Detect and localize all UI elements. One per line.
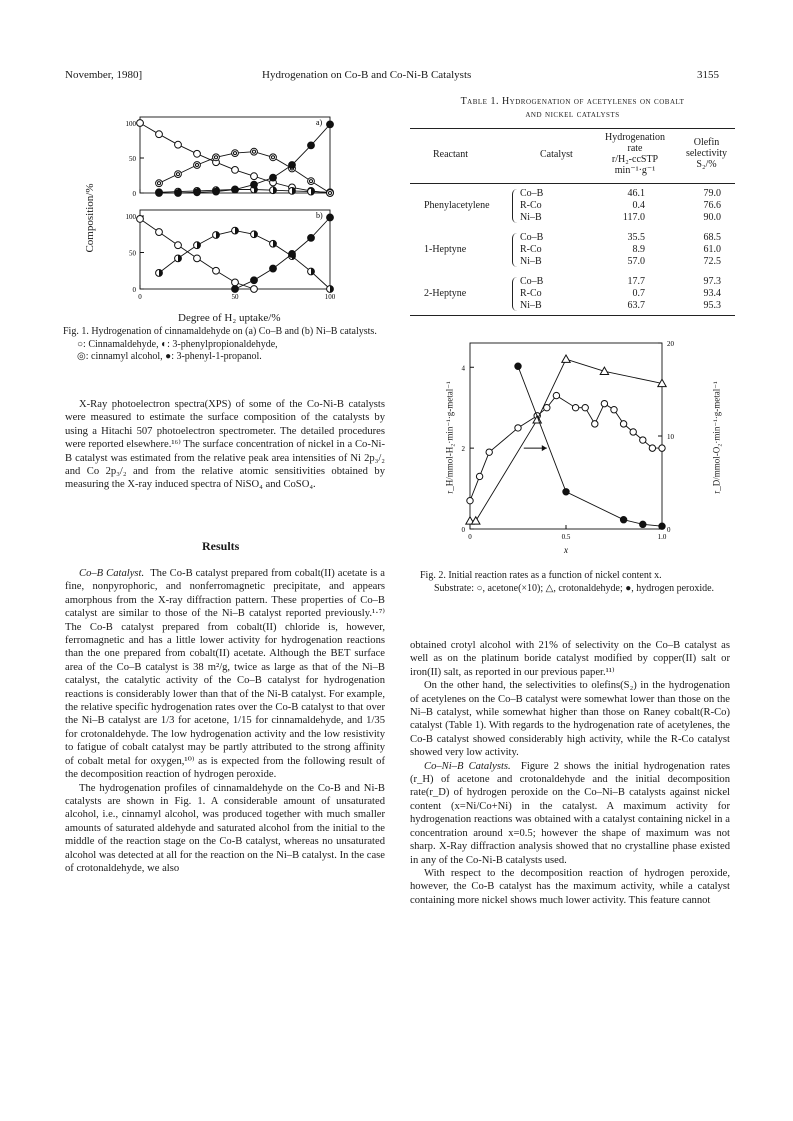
data-point xyxy=(327,286,334,293)
table1-group xyxy=(410,188,735,224)
table1-selectivity: 72.5 xyxy=(703,256,721,267)
data-point xyxy=(232,186,239,193)
y-right-tick-label: 0 xyxy=(667,526,671,534)
data-point xyxy=(308,188,315,195)
data-point xyxy=(251,148,258,155)
left-column-top xyxy=(65,398,385,492)
data-point xyxy=(270,187,277,194)
fig1-caption-line: ◎: cinnamyl alcohol, ●: 3-phenyl-1-propanol. xyxy=(77,351,262,362)
fig1-y-axis-label: Composition/% xyxy=(84,183,96,253)
table1-rate: 0.4 xyxy=(632,200,645,211)
data-point xyxy=(194,255,201,262)
table1-catalyst: Co–B xyxy=(520,188,544,199)
data-point xyxy=(308,178,315,185)
table1-selectivity: 76.6 xyxy=(703,200,721,211)
y-tick-label: 0 xyxy=(132,190,136,198)
data-point xyxy=(270,154,277,161)
right-column-body xyxy=(410,639,730,907)
data-point xyxy=(194,162,201,169)
x-tick-label: 0.5 xyxy=(561,533,571,541)
data-point xyxy=(270,265,277,272)
paragraph-crotyl: obtained crotyl alcohol with 21% of selectivity on the Co–B catalyst as well as on the platinum boride catalyst modified by copper(II) salt or iron(II) salt, as reported in our previous paper.¹¹⁾ xyxy=(410,640,730,678)
table1-brace xyxy=(512,277,518,311)
figure-1 xyxy=(80,100,360,325)
table1-col-rate: r/H₂-ccSTP xyxy=(611,154,659,165)
data-point xyxy=(232,167,239,174)
y-right-tick-label: 20 xyxy=(667,340,674,348)
table1-selectivity: 79.0 xyxy=(703,188,721,199)
table1-col-selectivity: Olefin xyxy=(693,137,720,148)
data-point xyxy=(270,240,277,247)
data-point xyxy=(544,404,550,410)
panel-label: b) xyxy=(316,211,323,220)
data-point xyxy=(308,268,315,275)
table1-rate: 17.7 xyxy=(627,276,645,287)
figure-2 xyxy=(440,335,730,563)
table1-catalyst: R-Co xyxy=(520,200,542,211)
fig2-y-right-label: r_D/mmol-O₂·min⁻¹·g-metal⁻¹ xyxy=(711,381,722,494)
table1-reactant: Phenylacetylene xyxy=(424,200,490,211)
y-left-tick-label: 4 xyxy=(461,364,465,373)
table1-rate: 117.0 xyxy=(622,212,645,223)
x-tick-label: 1.0 xyxy=(657,533,667,541)
data-point xyxy=(515,425,521,431)
table1-col-reactant: Reactant xyxy=(433,149,468,160)
data-point xyxy=(232,286,239,293)
table1-col-rate: Hydrogenation xyxy=(605,132,665,143)
data-point xyxy=(289,251,296,258)
table1-reactant: 2-Heptyne xyxy=(424,288,467,299)
data-point xyxy=(620,517,626,523)
table1-selectivity: 61.0 xyxy=(703,244,721,255)
table1-body xyxy=(410,184,735,315)
data-point xyxy=(289,188,296,195)
table1-selectivity: 90.0 xyxy=(703,212,721,223)
data-point xyxy=(582,404,588,410)
table1-catalyst: Ni–B xyxy=(520,256,542,267)
x-tick-label: 50 xyxy=(231,293,239,301)
table1-rate: 35.5 xyxy=(627,232,645,243)
data-point xyxy=(156,229,163,236)
data-point xyxy=(649,445,655,451)
data-point xyxy=(327,121,334,128)
data-point xyxy=(640,521,646,527)
x-tick-label: 0 xyxy=(138,293,142,301)
paragraph-selectivity: On the other hand, the selectivities to olefins(S₂) in the hydrogenation of acetylenes on the Co–B catalyst were somewhat lower than those on the Ni–B catalyst, while somewhat higher than those on Raney cobalt(R-Co) catalyst (Table 1). With regards to the hydrogenation rate of acetylenes, the Co-B catalyst showed considerably high activity, while the R-Co catalyst showed very low activity. xyxy=(410,680,730,759)
y-tick-label: 50 xyxy=(129,155,136,163)
data-point xyxy=(251,231,258,238)
data-point xyxy=(213,267,220,274)
data-point xyxy=(659,523,665,529)
data-point xyxy=(156,131,163,138)
table1-brace xyxy=(512,189,518,223)
table1-rate: 8.9 xyxy=(632,244,645,255)
data-point xyxy=(659,445,665,451)
data-point xyxy=(472,517,480,524)
y-left-tick-label: 2 xyxy=(461,445,465,454)
table1-catalyst: Ni–B xyxy=(520,212,542,223)
header-page-number: 3155 xyxy=(697,69,719,81)
fig1-caption-line: ○: Cinnamaldehyde, ◐: 3-phenylpropionaldehyde, xyxy=(77,338,278,350)
data-point xyxy=(640,437,646,443)
paragraph-decomposition: With respect to the decomposition reaction of hydrogen peroxide, however, the Co-B catalyst has the maximum activity, while a catalyst containing more nickel shows much lower activity. This feature cannot xyxy=(410,867,730,906)
data-point xyxy=(592,421,598,427)
right-axis-arrowhead xyxy=(542,445,547,451)
plot-frame xyxy=(140,210,330,289)
fig2-caption-line: Fig. 2. Initial reaction rates as a function of nickel content x. xyxy=(420,570,662,581)
data-point xyxy=(515,363,521,369)
data-point xyxy=(137,120,144,127)
data-point xyxy=(308,142,315,149)
data-point xyxy=(194,189,201,196)
table1-selectivity: 68.5 xyxy=(703,232,721,243)
paragraph-profiles: The hydrogenation profiles of cinnamaldehyde on the Co-B and Ni-B catalysts are shown in Fig. 1. A considerable amount of unsaturated alcohol, i.e., cinnamyl alcohol, was produced together with much smaller amounts of saturated aldehyde and saturated alcohol from the initial to the middle of the reaction stage on the Co-B catalyst, whereas no unsaturated alcohol was detected at all for the reaction on the Ni–B catalyst. In the case of crotonaldehyde, we also xyxy=(65,782,385,874)
table1-catalyst: R-Co xyxy=(520,288,542,299)
fig2-caption-line: Substrate: ○, acetone(×10); △, crotonaldehyde; ●, hydrogen peroxide. xyxy=(434,582,715,594)
data-point xyxy=(562,355,570,362)
data-point xyxy=(601,400,607,406)
table1-catalyst: Co–B xyxy=(520,276,544,287)
series-line xyxy=(470,396,662,501)
panel-label: a) xyxy=(316,118,323,127)
fig1-panel-a xyxy=(126,117,334,198)
table1-catalyst: Co–B xyxy=(520,232,544,243)
data-point xyxy=(476,473,482,479)
data-point xyxy=(194,242,201,249)
table1-col-catalyst: Catalyst xyxy=(540,149,573,160)
data-point xyxy=(327,214,334,221)
paragraph-lead: Co–Ni–B Catalysts. xyxy=(424,760,511,772)
table1-reactant: 1-Heptyne xyxy=(424,244,467,255)
series-line xyxy=(235,218,330,290)
table1-col-selectivity: selectivity xyxy=(685,148,728,159)
data-point xyxy=(630,429,636,435)
data-point xyxy=(270,174,277,181)
data-point xyxy=(213,232,220,239)
header-left: November, 1980] xyxy=(65,69,143,81)
fig1-caption-line: Fig. 1. Hydrogenation of cinnamaldehyde on (a) Co–B and (b) Ni–B catalysts. xyxy=(63,326,377,337)
y-left-tick-label: 0 xyxy=(461,526,465,534)
data-point xyxy=(213,154,220,161)
data-point xyxy=(175,141,182,148)
table-1 xyxy=(410,96,735,316)
data-point xyxy=(611,407,617,413)
series-line xyxy=(159,231,330,289)
paragraph-co-b: The Co-B catalyst prepared from cobalt(II) acetate is a fine, nonpyrophoric, and nonferromagnetic precipitate, and appears amorphous from the X-ray diffraction pattern. These properties of Co–B catalyst are similar to those of the Ni–B catalyst reported previously.¹·⁷⁾ The Co-B catalyst prepared from cobalt(II) chloride is, however, ferromagnetic and has a little lower activity for hydrogenation reactions than the one prepared from cobalt(II) acetate. Although the BET surface area of the Co–B catalyst is 38 m²/g, twice as large as that of the Ni–B catalyst, the catalytic activity of the Co–B catalyst for hydrogenation reactions is considerably lower than that of the Ni-B catalyst. For example, the relative specific hydrogenation rates over the Co-B catalyst to that over the Ni–B catalyst are 1/3 for acetone, 1/15 for cinnamaldehyde, and 1/35 for crotonaldehyde. The low hydrogenation activity and the low resistivity to fatigue of cobalt catalyst may be partly attributed to the strong affinity of cobalt metal for oxygen,¹⁰⁾ as is expected from the following result of the decomposition reaction of hydrogen peroxide. xyxy=(65,568,385,781)
data-point xyxy=(232,279,239,286)
data-point xyxy=(251,286,258,293)
series-line xyxy=(140,123,330,193)
y-tick-label: 50 xyxy=(129,249,136,258)
x-axis-label: x xyxy=(564,545,568,555)
table1-rate: 0.7 xyxy=(632,288,645,299)
table1-rate: 46.1 xyxy=(627,188,645,199)
fig2-y-left-label: r_H/mmol-H₂·min⁻¹·g-metal⁻¹ xyxy=(444,381,455,494)
fig1-x-axis-label: Degree of H₂ uptake/% xyxy=(178,312,281,324)
table1-selectivity: 97.3 xyxy=(703,276,721,287)
data-point xyxy=(327,190,334,197)
table1-catalyst: Ni–B xyxy=(520,300,542,311)
header-title: Hydrogenation on Co-B and Co-Ni-B Catalysts xyxy=(262,69,472,81)
table1-title-cont: and nickel catalysts xyxy=(525,109,620,120)
data-point xyxy=(175,171,182,178)
section-heading-results: Results xyxy=(202,539,240,553)
table1-brace xyxy=(512,233,518,267)
fig1-panel-b xyxy=(126,210,336,301)
data-point xyxy=(553,392,559,398)
fig2-caption xyxy=(420,570,730,595)
table1-rate: 57.0 xyxy=(627,256,645,267)
data-point xyxy=(251,181,258,188)
table1-group xyxy=(410,276,735,312)
plot-frame xyxy=(470,343,662,529)
paragraph-xps: X-Ray photoelectron spectra(XPS) of some of the Co-Ni-B catalysts were measured to estimate the surface composition of the catalysts by using a Hitachi 507 photoelectron spectrometer. The detailed procedures were reported elsewhere.¹⁶⁾ The surface concentration of nickel in a Co-Ni-B catalyst was estimated from the relative peak area intensities of Ni 2p₃/₂ and Co 2p₃/₂ and from the relative atomic sensitivities obtained by measuring the X-ray induced spectra of NiSO₄ and CoSO₄. xyxy=(65,399,385,491)
data-point xyxy=(175,190,182,197)
data-point xyxy=(289,162,296,169)
data-point xyxy=(620,421,626,427)
table1-selectivity: 95.3 xyxy=(703,300,721,311)
table1-col-selectivity: S₂/% xyxy=(696,159,717,170)
data-point xyxy=(232,150,239,157)
data-point xyxy=(308,235,315,242)
table1-title: Table 1. Hydrogenation of acetylenes on cobalt xyxy=(460,96,685,107)
data-point xyxy=(213,188,220,195)
data-point xyxy=(175,242,182,249)
table1-col-rate: min⁻¹·g⁻¹ xyxy=(614,165,656,176)
x-tick-label: 100 xyxy=(324,293,336,301)
data-point xyxy=(156,190,163,197)
table1-rate: 63.7 xyxy=(627,300,645,311)
data-point xyxy=(194,150,201,157)
y-right-tick-label: 10 xyxy=(667,433,674,441)
data-point xyxy=(232,227,239,234)
y-tick-label: 0 xyxy=(132,286,136,294)
table1-group xyxy=(410,232,735,268)
y-tick-label: 100 xyxy=(125,120,136,128)
series-line xyxy=(470,359,662,521)
data-point xyxy=(572,404,578,410)
data-point xyxy=(156,180,163,187)
table1-col-rate: rate xyxy=(627,143,643,154)
table1-selectivity: 93.4 xyxy=(703,288,721,299)
series-line xyxy=(518,366,662,526)
paragraph-lead: Co–B Catalyst. xyxy=(79,568,145,579)
table1-catalyst: R-Co xyxy=(520,244,542,255)
data-point xyxy=(467,497,473,503)
left-column-body xyxy=(65,567,385,875)
series-line xyxy=(159,124,330,193)
data-point xyxy=(251,173,258,180)
paragraph-co-ni-b: Figure 2 shows the initial hydrogenation rates (r_H) of acetone and crotonaldehyde and the initial decomposition rate(r_D) of hydrogen peroxide on the Co–Ni–B catalysts against nickel content (x=Ni/Co+Ni) in the catalyst. A maximum activity for hydrogenation reactions was obtained with a catalyst containing nickel in a concentration around x=0.5; however the shape of maximum was not sharp. X-Ray diffraction analysis showed that no crystalline phase existed in any of the Co-Ni-B catalysts used. xyxy=(410,760,731,866)
data-point xyxy=(251,277,258,284)
y-tick-label: 100 xyxy=(125,213,136,221)
fig1-caption xyxy=(63,326,388,364)
data-point xyxy=(156,270,163,277)
data-point xyxy=(563,489,569,495)
data-point xyxy=(137,216,144,223)
data-point xyxy=(486,449,492,455)
data-point xyxy=(175,255,182,262)
x-tick-label: 0 xyxy=(468,533,472,541)
